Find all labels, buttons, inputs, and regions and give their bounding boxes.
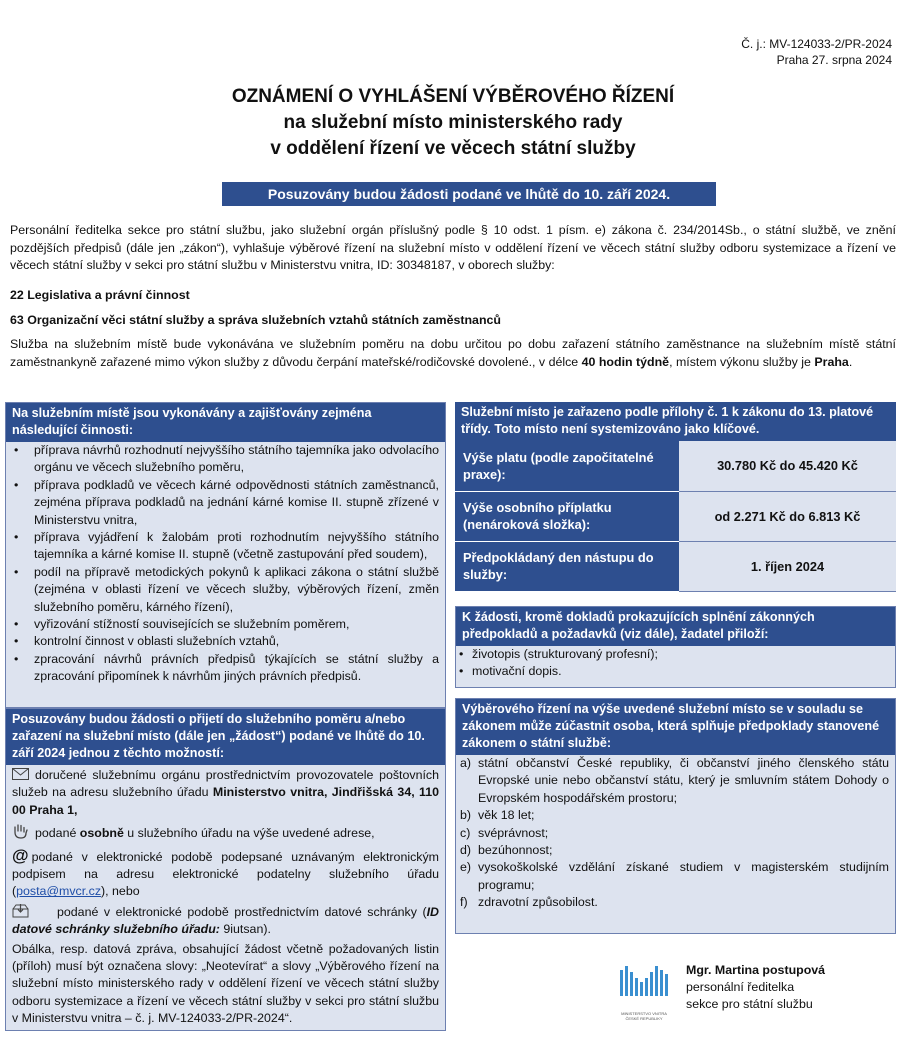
- requirement-item: d) bezúhonnost;: [460, 843, 553, 858]
- signatory-role: personální ředitelka: [686, 980, 795, 994]
- databox-id-label: ID datové schránky služebního úřadu:: [12, 904, 439, 937]
- requirement-item: e) vysokoškolské vzdělání získané studiem v magisterském studijním programu;: [460, 860, 889, 892]
- person-bold: osobně: [79, 826, 124, 841]
- attachment-item: • životopis (strukturovaný profesní);: [456, 646, 889, 663]
- duty-item: • příprava návrhů rozhodnutí nejvyššího státního tajemníka jako odvolacího orgánu ve věcech služebního poměru,: [6, 442, 439, 477]
- salary-label: Výše platu (podle započitatelné praxe):: [455, 441, 679, 491]
- envelope-note: Obálka, resp. datová zpráva, obsahující žádost včetně požadovaných listin (příloh) musí být označena slovy: „Neotevírat“ a slovy „Výběrového řízení na služební místo ministerského rady v oddělení řízení ve věcech státní služby odboru systemizace a řízení ve věcech státní služby v sekci pro státní službu v Ministerstvu vnitra – č. j. MV-124033-2/PR-2024“.: [12, 941, 439, 1026]
- signature-block: [686, 962, 825, 1013]
- requirements-box: [455, 698, 896, 934]
- deadline-banner: Posuzovány budou žádosti podané ve lhůtě do 10. září 2024.: [222, 182, 716, 206]
- post-address: Ministerstvo vnitra, Jindřišská 34, 110 00 Praha 1,: [12, 785, 439, 817]
- email-text-a: podané v elektronické podobě podepsané uznávaným elektronickým podpisem na adresu elektronické podatelny služebního úřadu (: [12, 849, 439, 899]
- ministry-logo: [618, 960, 670, 1020]
- requirement-item: c) svéprávnost;: [460, 825, 549, 840]
- employment-text-b: , místem výkonu služby je: [669, 354, 815, 369]
- start-label: Předpokládaný den nástupu do služby:: [455, 541, 679, 591]
- start-value: 1. říjen 2024: [679, 541, 896, 591]
- requirement-item: f) zdravotní způsobilost.: [460, 895, 598, 910]
- databox-id: 9iutsan: [219, 922, 264, 937]
- attachments-heading: K žádosti, kromě dokladů prokazujících splnění zákonných předpokladů a požadavků (viz dále), žadatel přiloží:: [456, 607, 895, 646]
- submission-heading: Posuzovány budou žádosti o přijetí do služebního poměru a/nebo zařazení na služební místo (dále jen „žádost“) podané ve lhůtě do 10. září 2024 jednou z těchto možností:: [6, 709, 445, 765]
- duty-item: • kontrolní činnost v oblasti služebních vztahů,: [6, 633, 439, 650]
- attachment-item: • motivační dopis.: [456, 663, 889, 680]
- requirement-item: b) věk 18 let;: [460, 808, 535, 823]
- logo-text: MINISTERSTVO VNITRA ČESKÉ REPUBLIKY: [621, 1011, 667, 1021]
- ministry-logo-mark: [618, 960, 670, 1006]
- hand-icon: [12, 823, 29, 837]
- title-line-3: v oddělení řízení ve věcech státní služby: [270, 138, 636, 159]
- duty-item: • zpracování návrhů právních předpisů týkajících se státní služby a zpracování připomínek k návrhům jiných právních předpisů.: [6, 651, 439, 686]
- submission-post: [12, 767, 439, 819]
- submission-body: [6, 765, 445, 1028]
- duty-item: • vyřizování stížností souvisejících se služebním poměrem,: [6, 616, 439, 633]
- submission-databox: [12, 903, 439, 939]
- title-line-2: na služební místo ministerského rady: [283, 112, 623, 133]
- bonus-value: od 2.271 Kč do 6.813 Kč: [679, 491, 896, 541]
- duties-list: [6, 442, 445, 686]
- attachments-box: [455, 606, 896, 688]
- signatory-dept: sekce pro státní službu: [686, 997, 813, 1011]
- employment-text-c: .: [848, 354, 853, 369]
- databox-icon: [12, 903, 29, 917]
- duties-box: [5, 402, 446, 708]
- submission-person: [12, 823, 439, 842]
- start-row: [455, 541, 896, 591]
- salary-table: [455, 441, 896, 592]
- attachments-list: [456, 646, 895, 681]
- page-title: [0, 84, 906, 162]
- requirements-list: [456, 755, 895, 912]
- bonus-label: Výše osobního příplatku (nenároková složka):: [455, 491, 679, 541]
- classification-box: [455, 402, 896, 592]
- duties-heading: Na služebním místě jsou vykonávány a zajišťovány zejména následující činnosti:: [6, 403, 445, 442]
- intro-paragraph: Personální ředitelka sekce pro státní službu, jako služební orgán příslušný podle § 10 odst. 1 písm. e) zákona č. 234/2014Sb., o státní službě, ve znění pozdějších předpisů (dále jen „zákon“), vyhlašuje výběrové řízení na služební místo v oddělení řízení ve věcech státní služby odboru systemizace a řízení ve věcech státní služby v sekci pro státní službu v Ministerstvu vnitra, ID: 30348187, v oborech služby:: [10, 223, 896, 272]
- duty-item: • příprava podkladů ve věcech kárné odpovědnosti státních zaměstnanců, zejména příprava podkladů na jednání kárné komise II. stupně zřízené v Ministerstvu vnitra,: [6, 477, 439, 529]
- email-text-b: ), nebo: [101, 884, 140, 899]
- reference-block: [741, 36, 892, 68]
- databox-end: ).: [263, 922, 271, 937]
- person-text-a: podané: [35, 826, 80, 841]
- duty-item: • příprava vyjádření k žalobám proti rozhodnutím nejvyššího státního tajemníka a kárné komise II. stupně (včetně zastupování před soudem),: [6, 529, 439, 564]
- salary-value: 30.780 Kč do 45.420 Kč: [679, 441, 896, 491]
- employment-place: Praha: [814, 354, 849, 369]
- person-text-b: u služebního úřadu na výše uvedené adrese,: [123, 826, 375, 841]
- post-text: doručené služebnímu orgánu prostřednictvím provozovatele poštovních služeb na adresu služebního úřadu: [12, 768, 439, 800]
- signatory-name: Mgr. Martina postupová: [686, 963, 826, 977]
- employment-paragraph: [10, 336, 896, 371]
- submission-email: [12, 847, 439, 901]
- employment-text-a: Služba na služebním místě bude vykonávána ve služebním poměru na dobu určitou po dobu zařazení státního zaměstnance na služebním místě státní zaměstnankyně zařazené mimo výkon služby z důvodu čerpání mateřské/rodičovské dovolené., v délce: [10, 337, 896, 369]
- employment-hours: 40 hodin týdně: [581, 354, 670, 369]
- bonus-row: [455, 491, 896, 541]
- duty-item: • podíl na přípravě metodických pokynů k aplikaci zákona o státní službě (zejména v oblasti řízení ve věcech služby, výběrových řízení, změn služebního poměru, kárného řízení),: [6, 564, 439, 616]
- submission-box: [5, 708, 446, 1031]
- place-date: Praha 27. srpna 2024: [776, 53, 892, 67]
- requirement-item: a) státní občanství České republiky, či občanství jiného členského státu Evropské unie nebo občanství státu, který je smluvním státem Dohody o Evropském hospodářském prostoru;: [460, 756, 889, 805]
- title-line-1: OZNÁMENÍ O VYHLÁŠENÍ VÝBĚROVÉHO ŘÍZENÍ: [231, 86, 675, 107]
- databox-text: podané v elektronické podobě prostřednictvím datové schránky (: [57, 904, 427, 919]
- classification-heading: Služební místo je zařazeno podle přílohy č. 1 k zákonu do 13. platové třídy. Toto místo není systemizováno jako klíčové.: [455, 402, 896, 441]
- email-link[interactable]: posta@mvcr.cz: [16, 884, 102, 899]
- salary-row: [455, 441, 896, 491]
- field-2: 63 Organizační věci státní služby a správa služebních vztahů státních zaměstnanců: [10, 313, 501, 327]
- envelope-icon: [12, 767, 29, 781]
- requirements-heading: Výběrového řízení na výše uvedené služební místo se v souladu se zákonem může zúčastnit osoba, která splňuje předpoklady stanovené zákonem o státní službě:: [456, 699, 895, 755]
- ref-number: Č. j.: MV-124033-2/PR-2024: [741, 37, 892, 51]
- at-icon: @: [12, 845, 29, 865]
- field-1: 22 Legislativa a právní činnost: [10, 288, 190, 302]
